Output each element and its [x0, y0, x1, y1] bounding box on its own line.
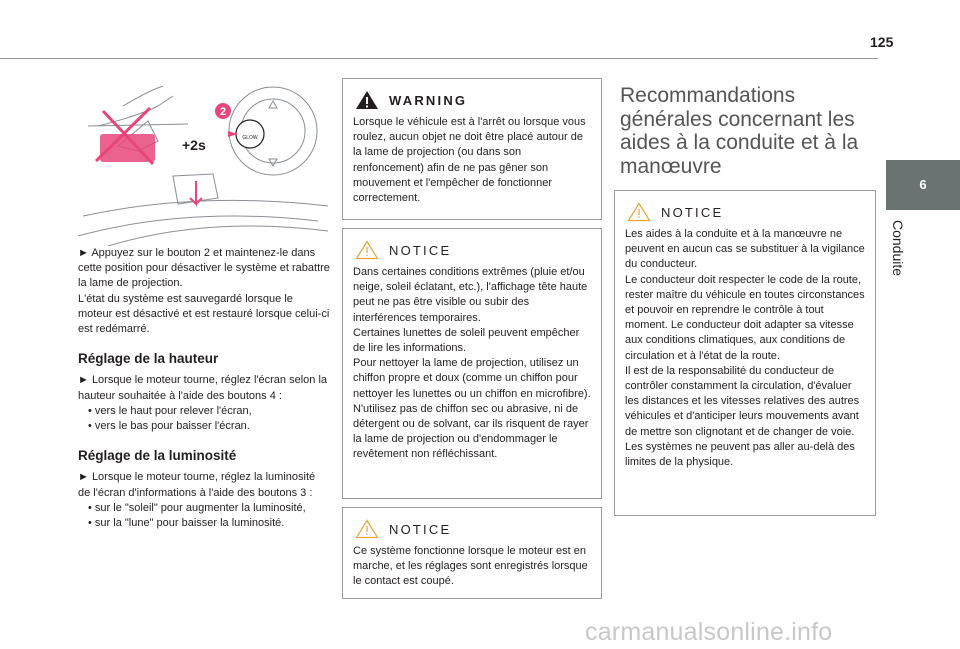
callout-badge: 2 [219, 106, 227, 118]
chapter-label-wrap [884, 220, 914, 320]
recommendation-responsibility: Il est de la responsabilité du conducteur de contrôler constamment la circulation, d'évaluer les distances et les vitesses relatives des autres véhicules et d'anticiper leurs mouvements avant de mettre son clignotant et de changer de voie. [625, 364, 860, 438]
notice-box-display [342, 228, 602, 499]
hud-control-illustration [78, 86, 328, 246]
page-number: 125 [870, 34, 894, 50]
notice-box-recommendations [614, 190, 876, 516]
brightness-instruction: ► Lorsque le moteur tourne, réglez la luminosité de l'écran d'informations à l'aide des boutons 3 : [78, 471, 316, 499]
chapter-label: Conduite [890, 220, 906, 277]
height-adjust-heading: Réglage de la hauteur [78, 351, 219, 367]
illustration-svg [78, 86, 328, 246]
recommendation-physics: Les systèmes ne peuvent pas aller au-delà des limites de la physique. [625, 440, 855, 469]
notice-icon [627, 202, 651, 222]
header-divider [0, 58, 878, 59]
brightness-heading: Réglage de la luminosité [78, 448, 237, 464]
height-down-item: • vers le bas pour baisser l'écran. [88, 420, 250, 433]
notice-title: NOTICE [389, 521, 452, 537]
notice-extreme-conditions: Dans certaines conditions extrêmes (pluie et/ou neige, soleil éclatant, etc.), l'affichage tête haute peut ne pas être visible ou subir des interférences temporaires. [353, 266, 588, 324]
control-label: GLOW [242, 135, 258, 141]
instruction-deactivate: ► Appuyez sur le bouton 2 et maintenez-le dans cette position pour désactiver le système et rabattre la lame de projection. [78, 247, 330, 290]
warning-text: Lorsque le véhicule est à l'arrêt ou lorsque vous roulez, aucun objet ne doit être placé autour de la lame de projection (ou dans son renfoncement) afin de ne pas gêner son mouvement et l'empêcher de fonctionner correctement. [353, 116, 586, 205]
state-saved-text: L'état du système est sauvegardé lorsque le moteur est désactivé et est restauré lorsque celui-ci est redémarré. [78, 292, 330, 336]
warning-title: WARNING [389, 92, 468, 108]
brightness-down-item: • sur la "lune" pour baisser la luminosité. [88, 517, 285, 530]
hold-duration-label: +2s [182, 137, 206, 153]
warning-box [342, 78, 602, 220]
notice-title: NOTICE [389, 242, 452, 258]
chapter-tab[interactable]: 6 [886, 160, 960, 210]
instructions-column [78, 246, 330, 531]
notice-box-settings [342, 507, 602, 599]
notice-title: NOTICE [661, 204, 724, 220]
notice-icon [355, 240, 379, 260]
height-instruction: ► Lorsque le moteur tourne, réglez l'écran selon la hauteur souhaitée à l'aide des boutons 4 : [78, 374, 328, 402]
notice-icon [355, 519, 379, 539]
height-up-item: • vers le haut pour relever l'écran, [88, 404, 252, 417]
section-title: Recommandations générales concernant les aides à la conduite et à la manœuvre [620, 84, 859, 178]
recommendation-code: Le conducteur doit respecter le code de la route, rester maître du véhicule en toutes circonstances et pouvoir en reprendre le contrôle à tout moment. Le conducteur doit adapter sa vitesse aux conditions climatiques, aux conditions de circulation et à l'état de la route. [625, 273, 865, 362]
recommendation-vigilance: Les aides à la conduite et à la manœuvre ne peuvent en aucun cas se substituer à la vigilance du conducteur. [625, 228, 865, 271]
brightness-up-item: • sur le "soleil" pour augmenter la luminosité, [88, 501, 306, 514]
notice-sunglasses: Certaines lunettes de soleil peuvent empêcher de lire les informations. [353, 326, 580, 355]
warning-icon [355, 90, 379, 110]
watermark: carmanualsonline.info [585, 618, 833, 646]
notice-cleaning: Pour nettoyer la lame de projection, utilisez un chiffon propre et doux (comme un chiffon pour nettoyer les lunettes ou un chiffon en microfibre). N'utilisez pas de chiffon sec ou abrasive, ni de détergent ou de solvant, car ils risquent de rayer la lame de projection ou d'endommager le revêtement non réfléchissant. [353, 357, 591, 461]
notice-settings-text: Ce système fonctionne lorsque le moteur est en marche, et les réglages sont enregistrés lorsque le contact est coupé. [353, 545, 588, 588]
